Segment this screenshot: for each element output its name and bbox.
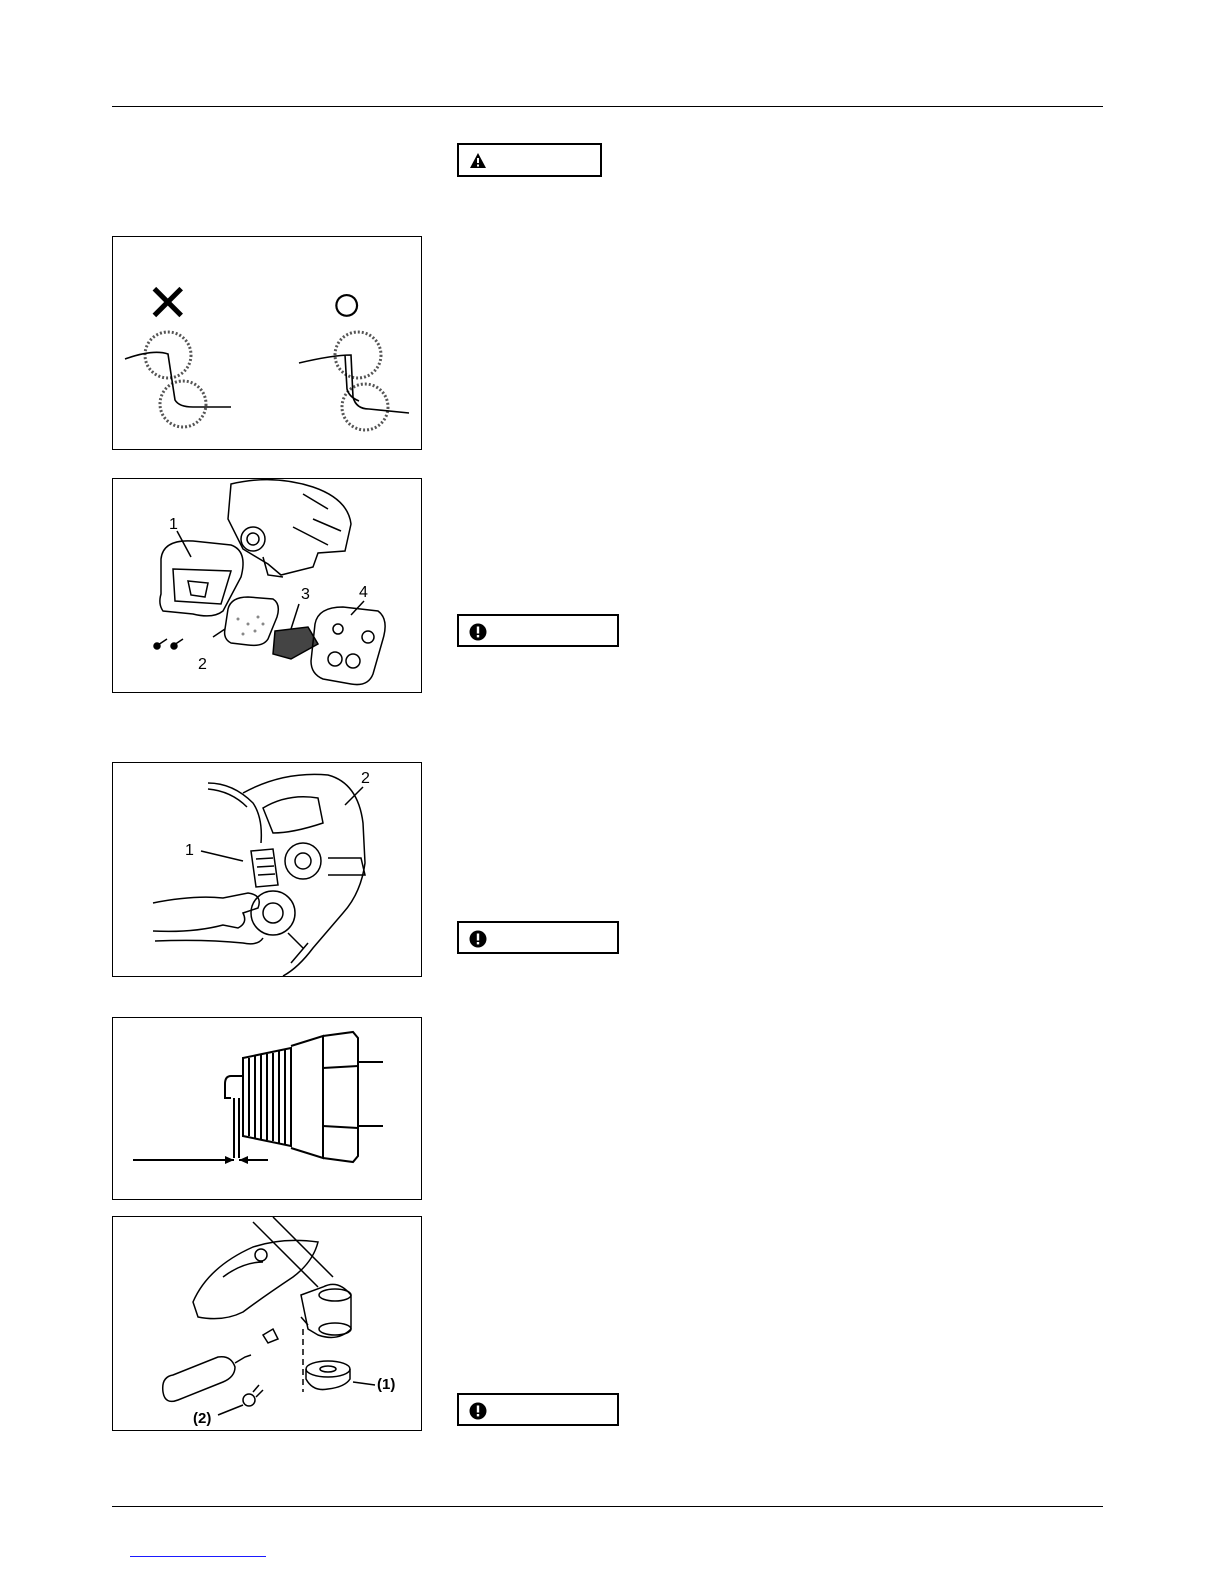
- caution-badge: [457, 614, 619, 647]
- figure-spark-plug: [112, 1017, 422, 1200]
- callout-1: 1: [185, 842, 194, 859]
- figure-air-filter: [112, 478, 422, 693]
- caution-badge: [457, 921, 619, 954]
- callout-1: 1: [169, 516, 178, 533]
- exclamation-circle-icon: [469, 930, 487, 948]
- wrong-mark: ✕: [146, 275, 190, 333]
- header-rule: [112, 106, 1103, 107]
- caution-badge: [457, 1393, 619, 1426]
- figure-fuel-filter: [112, 762, 422, 977]
- warning-triangle-icon: [469, 152, 487, 170]
- callout-1: (1): [377, 1376, 396, 1393]
- exclamation-circle-icon: [469, 623, 487, 641]
- callout-2: 2: [361, 770, 370, 787]
- footer-rule: [112, 1506, 1103, 1507]
- callout-3: 3: [301, 586, 310, 603]
- figure-wire-connection: [112, 236, 422, 450]
- callout-2: (2): [193, 1410, 212, 1427]
- exclamation-circle-icon: [469, 1402, 487, 1420]
- callout-4: 4: [359, 584, 368, 601]
- warning-badge: [457, 143, 602, 177]
- right-mark: ○: [331, 275, 363, 333]
- figure-gear-case: [112, 1216, 422, 1431]
- footer-link-underline[interactable]: [130, 1556, 266, 1557]
- callout-2: 2: [198, 656, 207, 673]
